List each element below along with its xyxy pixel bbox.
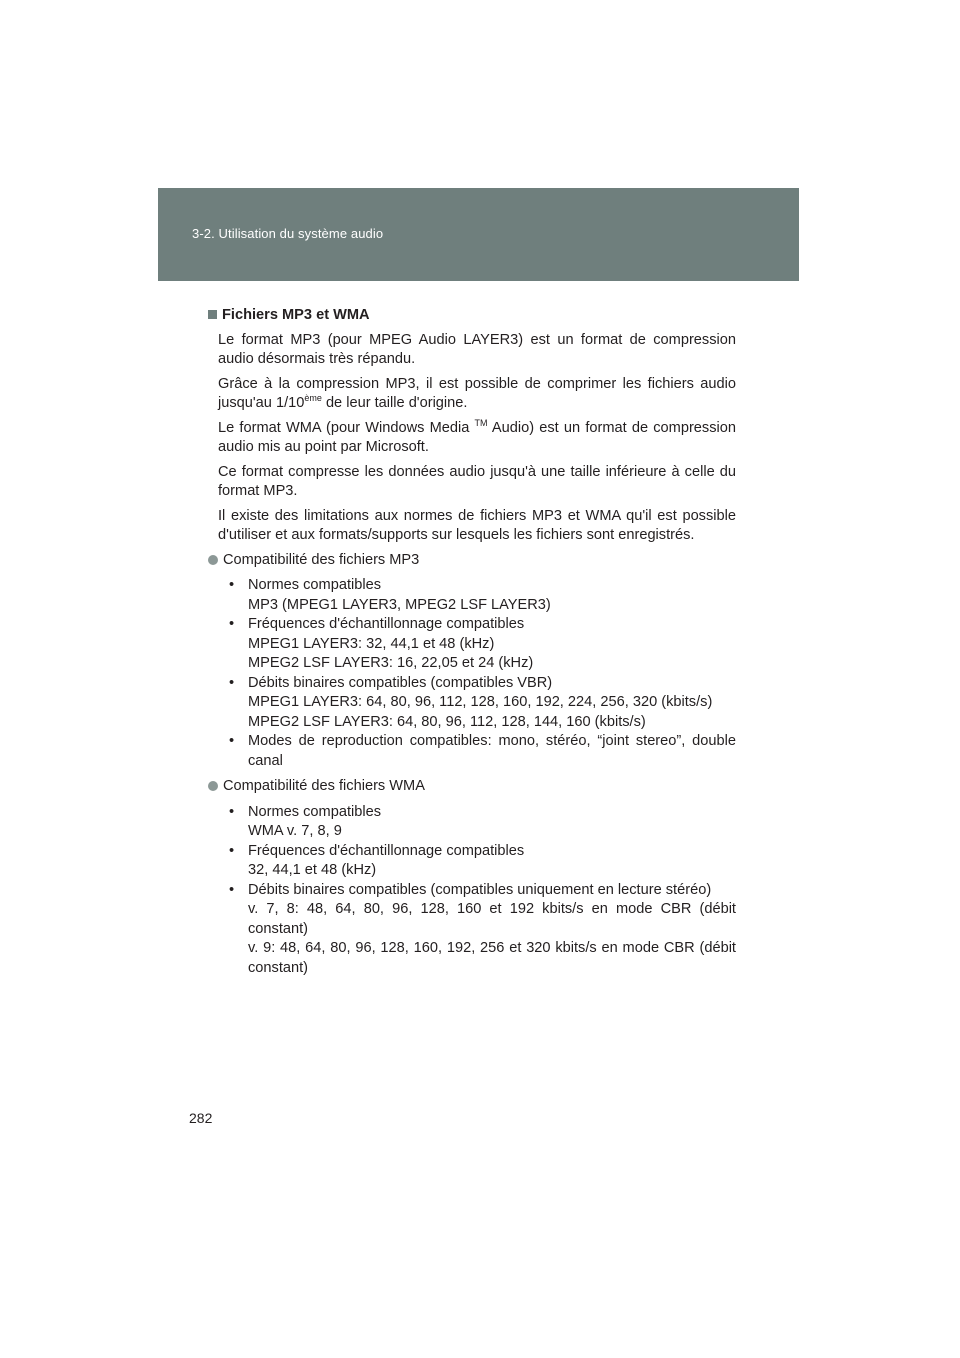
bullet-mark: • [229,616,235,632]
list-item [227,615,736,674]
bullet-mark: • [229,881,235,898]
chapter-section-label: 3-2. Utilisation du système audio [192,226,384,241]
list-item [227,576,736,615]
wma-compat-heading-text: Compatibilité des fichiers WMA [223,778,425,794]
list-item-label: Modes de reproduction compatibles: mono, stéréo, “joint stereo”, double canal [248,733,736,769]
bullet-mark: • [229,803,235,820]
superscript: TM [474,417,488,428]
paragraph-text: Audio) est un format de compression audio mis au point par Microsoft. [218,419,736,455]
round-bullet-icon [208,781,218,791]
mp3-bullet-list [227,576,736,771]
list-item-line: MPEG2 LSF LAYER3: 16, 22,05 et 24 (kHz) [248,655,534,671]
list-item-label: Débits binaires compatibles (compatibles VBR) [248,674,553,691]
list-item-label: Débits binaires compatibles (compatibles uniquement en lecture stéréo) [248,881,712,898]
list-item-label: Fréquences d'échantillonnage compatibles [248,842,525,859]
round-bullet-icon [208,555,218,565]
square-bullet-icon [208,310,217,319]
list-item-line: MPEG1 LAYER3: 32, 44,1 et 48 (kHz) [248,635,495,652]
bullet-mark: • [229,577,235,593]
list-item [227,881,736,979]
superscript: ème [304,393,322,403]
paragraph-limitations: Il existe des limitations aux normes de fichiers MP3 et WMA qu'il est possible d'utiliser et aux formats/supports sur lesquels les fichiers sont enregistrés. [218,507,736,543]
wma-compat-heading [208,777,736,797]
list-item-line: WMA v. 7, 8, 9 [248,823,342,839]
paragraph-mp3-intro: Le format MP3 (pour MPEG Audio LAYER3) est un format de compression audio désormais très répandu. [218,331,736,367]
paragraph-wma-intro [218,419,736,458]
bullet-mark: • [229,842,235,859]
mp3-compat-heading [208,551,736,571]
wma-bullet-list [227,803,736,979]
list-item-line: MPEG1 LAYER3: 64, 80, 96, 112, 128, 160, 192, 224, 256, 320 (kbits/s) [248,694,713,710]
paragraph-mp3-compression [218,375,736,414]
list-item-line: 32, 44,1 et 48 (kHz) [248,862,377,878]
mp3-compat-heading-text: Compatibilité des fichiers MP3 [223,551,420,568]
paragraph-text: de leur taille d'origine. [321,395,468,411]
page-content [208,306,736,984]
list-item-line: v. 7, 8: 48, 64, 80, 96, 128, 160 et 192 kbits/s en mode CBR (débit constant) [248,901,736,937]
bullet-mark: • [229,733,235,749]
list-item [227,732,736,771]
list-item-line: MPEG2 LSF LAYER3: 64, 80, 96, 112, 128, 144, 160 (kbits/s) [248,713,646,730]
bullet-mark: • [229,674,235,691]
page-number: 282 [189,1110,213,1126]
list-item-label: Normes compatibles [248,577,382,593]
section-title [208,306,736,326]
list-item-label: Fréquences d'échantillonnage compatibles [248,616,525,632]
list-item-line: MP3 (MPEG1 LAYER3, MPEG2 LSF LAYER3) [248,596,551,613]
chapter-header-bar [158,188,799,281]
list-item [227,674,736,733]
list-item [227,842,736,881]
section-title-text: Fichiers MP3 et WMA [222,307,370,323]
paragraph-text: Grâce à la compression MP3, il est possible de comprimer les fichiers audio jusqu'au 1/10 [218,375,736,411]
list-item-label: Normes compatibles [248,803,382,820]
paragraph-text: Le format WMA (pour Windows Media [218,419,475,436]
list-item-line: v. 9: 48, 64, 80, 96, 128, 160, 192, 256 et 320 kbits/s en mode CBR (débit constant) [248,940,736,976]
paragraph-wma-compression: Ce format compresse les données audio jusqu'à une taille inférieure à celle du format MP3. [218,463,736,499]
list-item [227,803,736,842]
